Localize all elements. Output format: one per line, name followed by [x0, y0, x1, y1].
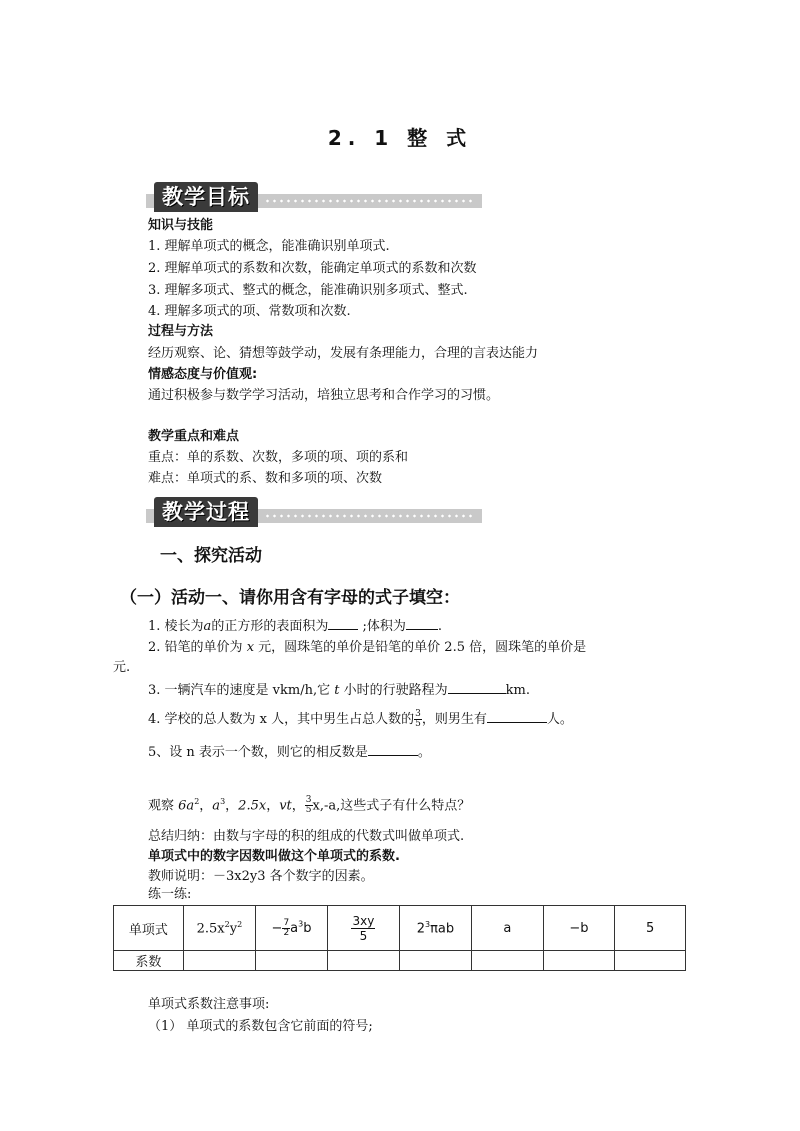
observe-line [148, 793, 470, 815]
table-row [114, 951, 686, 971]
knowledge-item-3: 3. 理解多项式、整式的概念，能准确识别多项式、整式. [148, 283, 468, 298]
key-point: 重点：单的系数、次数，多项的项、项的系和 [148, 450, 409, 465]
answer-cell[interactable] [543, 951, 615, 971]
answer-cell[interactable] [183, 951, 255, 971]
q1-text-b: 的正方形的表面积为 [211, 619, 329, 634]
q1-end: . [437, 619, 442, 634]
table-cell [327, 906, 399, 951]
q1-blank-volume[interactable] [406, 617, 438, 630]
cell-2-exp: 3 [298, 919, 304, 929]
question-2-cont: 元. [113, 660, 131, 675]
cell-2-fraction [282, 919, 290, 938]
practice-label: 练一练: [148, 887, 192, 902]
process-heading: 过程与方法 [148, 324, 214, 339]
cell-3-num: 3xy [352, 913, 375, 928]
q5-blank[interactable] [368, 743, 418, 756]
observe-lead: 观察 [148, 798, 175, 814]
note-1: （1） 单项式的系数包含它前面的符号; [148, 1019, 373, 1034]
question-3 [148, 681, 530, 700]
difficult-point: 难点：单项式的系、数和多项的项、次数 [148, 471, 383, 486]
cell-4-rest: πab [430, 921, 455, 937]
coefficient-table [113, 905, 686, 971]
q1-blank-area[interactable] [328, 617, 358, 630]
cell-3-den: 5 [359, 928, 368, 943]
q4-text-a: 4. 学校的总人数为 x 人，其中男生占总人数的 [148, 712, 415, 727]
observe-sep-1: ， [199, 798, 213, 814]
observe-term-2: a [212, 798, 221, 814]
cell-2-sign: − [271, 920, 283, 936]
table-cell [256, 906, 328, 951]
table-cell: a [472, 906, 544, 951]
q2-text-b: 元，圆珠笔的单价是铅笔的单价 2.5 倍，圆珠笔的单价是 [258, 640, 587, 655]
key-heading: 教学重点和难点 [148, 429, 240, 444]
page-title: 2. 1 整 式 [327, 126, 473, 150]
cell-2-a: a [290, 920, 299, 936]
summary-text: 总结归纳：由数与字母的积的组成的代数式叫做单项式. [148, 829, 465, 844]
q4-frac-num: 3 [415, 709, 421, 719]
q3-var: t [334, 683, 340, 698]
cell-4-exp: 3 [425, 919, 431, 929]
q4-frac-den: 5 [415, 719, 421, 729]
q5-text-a: 5、设 n 表示一个数，则它的相反数是 [148, 745, 368, 760]
banner-label: 教学过程 [154, 497, 258, 527]
observe-term-3: 2.5x [238, 798, 267, 814]
cell-2-b: b [303, 920, 312, 936]
q4-unit: 人。 [546, 712, 573, 727]
q3-unit: km. [505, 683, 530, 698]
q1-text-a: 1. 棱长为 [148, 619, 204, 634]
attitude-text: 通过积极参与数学学习活动，培独立思考和合作学习的习惯。 [148, 388, 500, 403]
cell-1-exp-2: 2 [237, 919, 243, 929]
knowledge-item-4: 4. 理解多项式的项、常数项和次数. [148, 304, 351, 319]
observe-rest: x,-a,这些式子有什么特点？ [312, 798, 471, 814]
activity-heading: （一）活动一、请你用含有字母的式子填空： [120, 588, 460, 608]
cell-2-den: 2 [283, 927, 290, 938]
q1-var: a [203, 619, 212, 634]
cell-1-exp-1: 2 [224, 919, 230, 929]
table-cell: −b [543, 906, 615, 951]
observe-term-1-exp: 2 [194, 797, 200, 806]
observe-frac-den: 5 [305, 805, 312, 816]
cell-1-y: y [229, 921, 238, 937]
definition-text: 单项式中的数字因数叫做这个单项式的系数. [148, 849, 400, 864]
question-2 [148, 639, 586, 657]
q3-text-a: 3. 一辆汽车的速度是 vkm/h,它 [148, 683, 331, 698]
cell-3-fraction [351, 914, 375, 943]
observe-frac-num: 3 [305, 795, 312, 806]
q4-text-b: ，则男生有 [421, 712, 487, 727]
knowledge-item-2: 2. 理解单项式的系数和次数，能确定单项式的系数和次数 [148, 261, 477, 276]
section-banner-objectives [146, 182, 482, 212]
teacher-note: 教师说明：－3x2y3 各个数字的因素。 [148, 869, 374, 884]
question-4 [148, 710, 573, 729]
knowledge-item-1: 1. 理解单项式的概念，能准确识别单项式. [148, 239, 390, 254]
question-5 [148, 743, 431, 762]
attitude-heading: 情感态度与价值观: [148, 367, 258, 382]
table-row [114, 906, 686, 951]
q4-fraction [414, 710, 422, 729]
cell-4-base: 2 [416, 921, 426, 937]
notes-heading: 单项式系数注意事项: [148, 997, 270, 1012]
q1-text-c: ;体积为 [358, 619, 406, 634]
answer-cell[interactable] [256, 951, 328, 971]
table-cell [399, 906, 471, 951]
observe-term-1: 6a [178, 798, 195, 814]
section-heading-explore: 一、探究活动 [160, 546, 262, 566]
table-cell [183, 906, 255, 951]
q2-text-a: 2. 铅笔的单价为 [148, 640, 243, 655]
q2-var: x [246, 640, 255, 655]
observe-term-4: vt [279, 798, 292, 814]
table-cell: 5 [615, 906, 686, 951]
answer-cell[interactable] [399, 951, 471, 971]
q3-blank[interactable] [448, 681, 506, 694]
cell-1-text: 2.5x [196, 921, 225, 937]
row-label-coefficient: 系数 [114, 951, 184, 971]
row-label-monomial: 单项式 [114, 906, 184, 951]
observe-sep-4: ， [291, 798, 305, 814]
cell-2-num: 7 [283, 917, 290, 928]
q3-text-b: 小时的行驶路程为 [343, 683, 448, 698]
banner-dots [264, 199, 474, 203]
answer-cell[interactable] [472, 951, 544, 971]
observe-term-2-exp: 3 [220, 797, 226, 806]
q4-blank[interactable] [487, 710, 547, 723]
process-text: 经历观察、论、猜想等鼓学动，发展有条理能力，合理的言表达能力 [148, 346, 539, 361]
section-banner-process [146, 497, 482, 527]
knowledge-heading: 知识与技能 [148, 218, 214, 233]
q5-end: 。 [417, 745, 431, 760]
answer-cell[interactable] [615, 951, 686, 971]
banner-label: 教学目标 [154, 182, 258, 212]
observe-fraction [305, 796, 313, 815]
observe-sep-2: ， [225, 798, 239, 814]
answer-cell[interactable] [327, 951, 399, 971]
banner-dots [264, 514, 474, 518]
question-1 [148, 617, 442, 636]
observe-sep-3: ， [266, 798, 280, 814]
